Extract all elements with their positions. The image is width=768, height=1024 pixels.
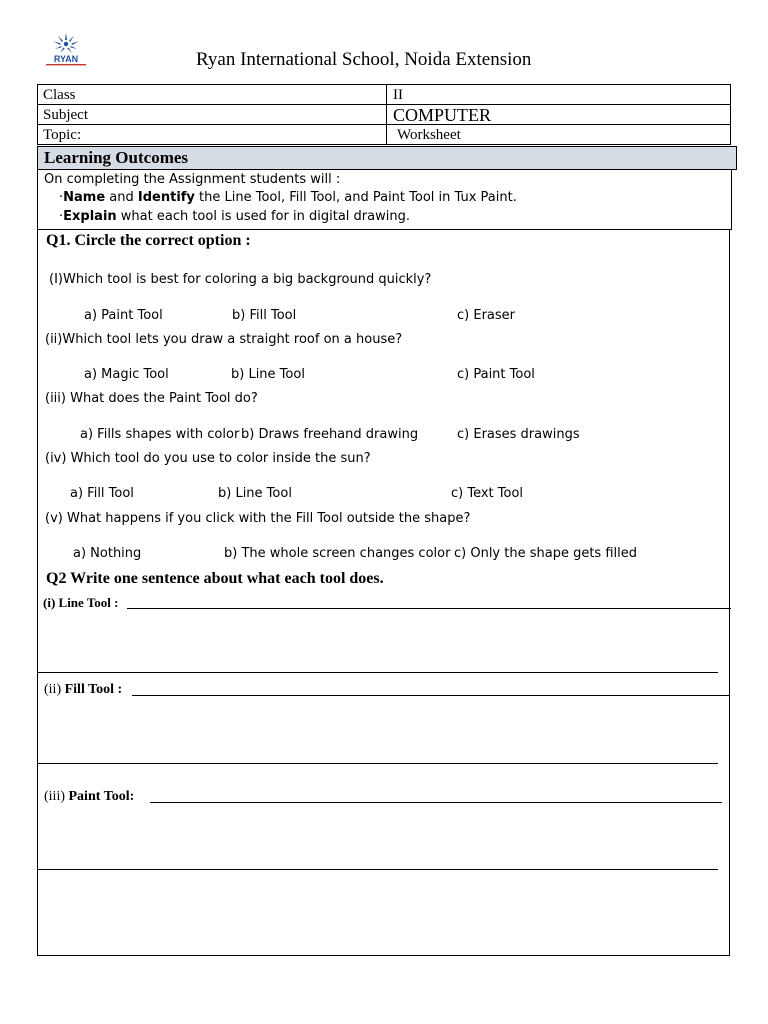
topic-value: Worksheet bbox=[387, 125, 731, 145]
q1-question-1: (I)Which tool is best for coloring a big background quickly? bbox=[49, 272, 432, 287]
q1-q5-option-c[interactable]: c) Only the shape gets filled bbox=[454, 546, 638, 561]
q2-heading: Q2 Write one sentence about what each tool does. bbox=[46, 570, 384, 587]
subject-label: Subject bbox=[38, 105, 387, 125]
q1-q3-option-c[interactable]: c) Erases drawings bbox=[457, 427, 580, 442]
outcome-point-2 bbox=[59, 209, 410, 224]
answer-line[interactable] bbox=[38, 672, 718, 673]
subject-value: COMPUTER bbox=[387, 105, 731, 125]
q1-question-4: (iv) Which tool do you use to color inside the sun? bbox=[45, 451, 371, 466]
q1-q4-option-b[interactable]: b) Line Tool bbox=[218, 486, 292, 501]
answer-line[interactable] bbox=[38, 763, 718, 764]
q1-q3-option-b[interactable]: b) Draws freehand drawing bbox=[241, 427, 419, 442]
table-row bbox=[38, 105, 731, 125]
logo-wordmark: RYAN bbox=[53, 54, 79, 64]
q1-q1-option-b[interactable]: b) Fill Tool bbox=[232, 308, 297, 323]
q1-q5-option-b[interactable]: b) The whole screen changes color bbox=[224, 546, 451, 561]
outcome-keyword-name: Name bbox=[63, 190, 106, 205]
outcome-text: and bbox=[105, 190, 138, 205]
q1-q2-option-c[interactable]: c) Paint Tool bbox=[457, 367, 535, 382]
table-row bbox=[38, 125, 731, 145]
q1-q2-option-b[interactable]: b) Line Tool bbox=[231, 367, 305, 382]
bullet: · bbox=[59, 209, 64, 224]
school-logo bbox=[36, 32, 97, 68]
q2-fill-tool-label bbox=[44, 682, 122, 698]
answer-underline bbox=[150, 802, 722, 803]
learning-outcomes-heading: Learning Outcomes bbox=[37, 146, 737, 170]
outcomes-intro: On completing the Assignment students will : bbox=[44, 172, 341, 187]
q2-fill-tool-name: Fill Tool : bbox=[64, 682, 123, 697]
q1-q4-option-c[interactable]: c) Text Tool bbox=[451, 486, 524, 501]
class-value: II bbox=[387, 85, 731, 105]
outcome-keyword-identify: Identify bbox=[137, 190, 195, 205]
answer-underline bbox=[132, 695, 729, 696]
class-label: Class bbox=[38, 85, 387, 105]
q2-fill-tool-prefix: (ii) bbox=[44, 682, 65, 697]
q2-paint-tool-prefix: (iii) bbox=[44, 789, 69, 804]
outcome-point-1 bbox=[59, 190, 517, 205]
outcome-keyword-explain: Explain bbox=[63, 209, 117, 224]
q1-q1-option-c[interactable]: c) Eraser bbox=[457, 308, 515, 323]
table-row bbox=[38, 85, 731, 105]
sun-rays-icon bbox=[53, 33, 79, 53]
q2-line-tool-label: (i) Line Tool : bbox=[43, 595, 119, 610]
q1-question-3: (iii) What does the Paint Tool do? bbox=[45, 391, 258, 406]
answer-underline bbox=[127, 608, 731, 609]
learning-outcomes-box bbox=[37, 169, 732, 230]
q1-question-2: (ii)Which tool lets you draw a straight roof on a house? bbox=[45, 332, 403, 347]
outcome-text: the Line Tool, Fill Tool, and Paint Tool in Tux Paint. bbox=[194, 190, 517, 205]
q1-q3-option-a[interactable]: a) Fills shapes with color bbox=[80, 427, 240, 442]
q1-heading: Q1. Circle the correct option : bbox=[46, 232, 251, 249]
q1-q2-option-a[interactable]: a) Magic Tool bbox=[84, 367, 169, 382]
q2-paint-tool-name: Paint Tool: bbox=[68, 789, 135, 804]
class-info-table bbox=[37, 84, 731, 145]
q2-paint-tool-label bbox=[44, 789, 134, 805]
outcome-text: what each tool is used for in digital drawing. bbox=[116, 209, 410, 224]
q1-question-5: (v) What happens if you click with the Fill Tool outside the shape? bbox=[45, 511, 471, 526]
school-name: Ryan International School, Noida Extension bbox=[196, 49, 532, 70]
questions-box bbox=[37, 229, 730, 956]
bullet: · bbox=[59, 190, 64, 205]
q1-q5-option-a[interactable]: a) Nothing bbox=[73, 546, 142, 561]
q1-q1-option-a[interactable]: a) Paint Tool bbox=[84, 308, 163, 323]
topic-label: Topic: bbox=[38, 125, 387, 145]
answer-line[interactable] bbox=[38, 869, 718, 870]
q1-q4-option-a[interactable]: a) Fill Tool bbox=[70, 486, 134, 501]
